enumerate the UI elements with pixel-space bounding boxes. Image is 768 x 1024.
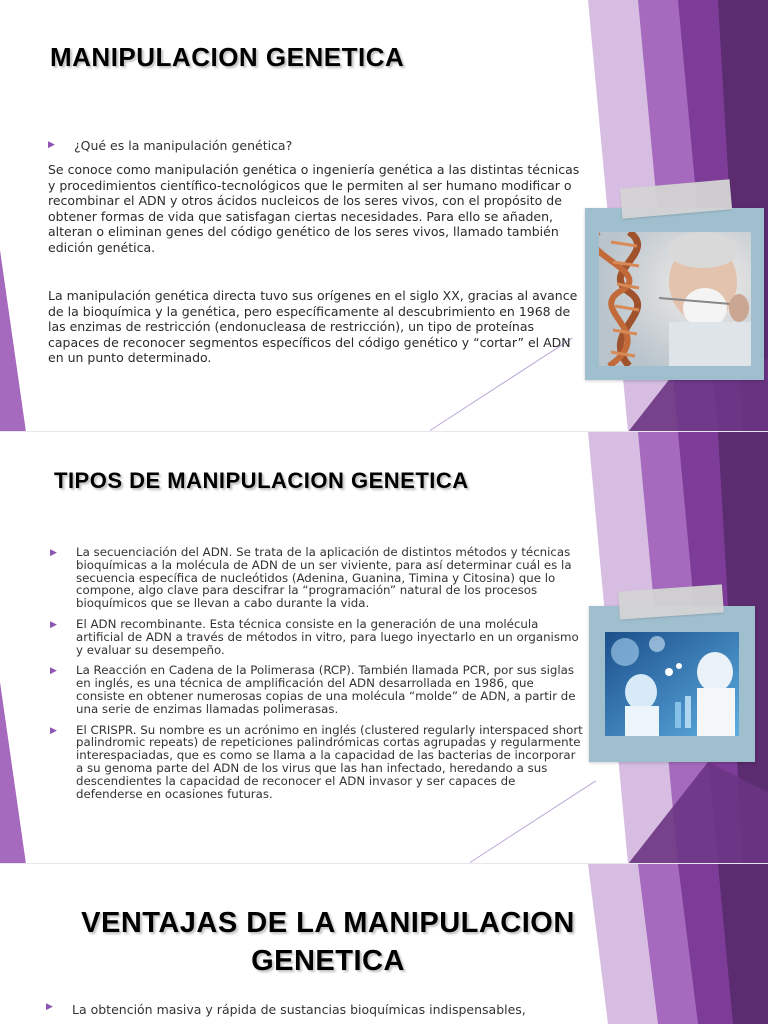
list-item [50, 546, 585, 610]
lab-scientists-photo [605, 632, 739, 736]
question-list [48, 138, 568, 153]
list-item-text: La obtención masiva y rápida de sustancias bioquímicas indispensables, [72, 1002, 526, 1017]
slide-2 [0, 432, 768, 864]
paragraph: Se conoce como manipulación genética o ingeniería genética a las distintas técnicas y procedimientos científico-tecnológicos que le permiten al ser humano modificar o recombinar el ADN y otros ácidos nucleicos de los seres vivos, con el propósito de obtener formas de vida que satisfagan ciertas necesidades. Para ello se añaden, alteran o eliminan genes del código genético de los seres vivos, llamado también edición genética. [48, 162, 580, 255]
dna-scientist-photo [599, 232, 751, 366]
left-purple-wedge [0, 0, 30, 432]
bullet-arrow-icon: ▶ [50, 666, 57, 677]
tape-strip [618, 584, 724, 619]
list-item [48, 138, 568, 153]
bullet-arrow-icon: ▶ [50, 619, 57, 630]
list-item [50, 724, 585, 801]
list-item [46, 1002, 566, 1017]
photo-frame [589, 606, 755, 762]
list-item-text: El ADN recombinante. Esta técnica consiste en la generación de una molécula artificial de ADN a través de métodos in vitro, para luego inyectarlo en un organismo y evaluar su desempeño. [76, 616, 579, 657]
advantages-list [46, 1002, 566, 1017]
left-purple-wedge [0, 432, 30, 864]
list-item-text: La Reacción en Cadena de la Polimerasa (RCP). También llamada PCR, por sus siglas en inglés, es una técnica de amplificación del ADN desarrollada en 1986, que consiste en obtener numerosas copias de una molécula “molde” de ADN, a partir de una serie de enzimas llamadas polimerasas. [76, 663, 576, 716]
list-item-text: El CRISPR. Su nombre es un acrónimo en inglés (clustered regularly interspaced short palindromic repeats) de repeticiones palindrómicas cortas agrupadas y regularmente interespaciadas, que es como se llama a la capacidad de las bacterias de incorporar a su genoma parte del ADN de los virus que las han infectado, heredando a sus descendientes la capacidad de reconocer el ADN invasor y ser capaces de defenderse en ocasiones futuras. [76, 722, 583, 801]
slide-3 [0, 864, 768, 1024]
question-text: ¿Qué es la manipulación genética? [74, 138, 293, 153]
slide-1 [0, 0, 768, 432]
bullet-arrow-icon: ▶ [46, 1002, 53, 1012]
paragraph: La manipulación genética directa tuvo sus orígenes en el siglo XX, gracias al avance de la bioquímica y la genética, pero específicamente al descubrimiento en 1968 de las enzimas de restricción (endonucleasa de restricción), un tipo de proteínas capaces de reconocer segmentos específicos del código genético y “cortar” el ADN en un punto determinado. [48, 288, 578, 366]
bullet-arrow-icon: ▶ [50, 725, 57, 736]
list-item [50, 664, 585, 715]
list-item [50, 618, 585, 656]
types-list [50, 546, 585, 808]
photo-frame [585, 208, 764, 380]
bullet-arrow-icon: ▶ [50, 548, 57, 558]
bullet-arrow-icon: ▶ [48, 140, 55, 150]
list-item-text: La secuenciación del ADN. Se trata de la aplicación de distintos métodos y técnicas bioquímicas a la molécula de ADN de un ser viviente, para así determinar cuál es la secuencia específica de nucleótidos (Adenina, Guanina, Timina y Citosina) que lo compone, algo clave para descifrar la “programación” natural de los procesos bioquímicos que se llevan a cabo durante la vida. [76, 545, 572, 611]
page-title: MANIPULACION GENETICA [50, 42, 405, 72]
section-title: VENTAJAS DE LA MANIPULACION GENETICA [81, 907, 575, 977]
tape-strip [620, 179, 732, 218]
section-title: TIPOS DE MANIPULACION GENETICA [54, 468, 469, 493]
purple-chevron-decoration [568, 864, 768, 1024]
